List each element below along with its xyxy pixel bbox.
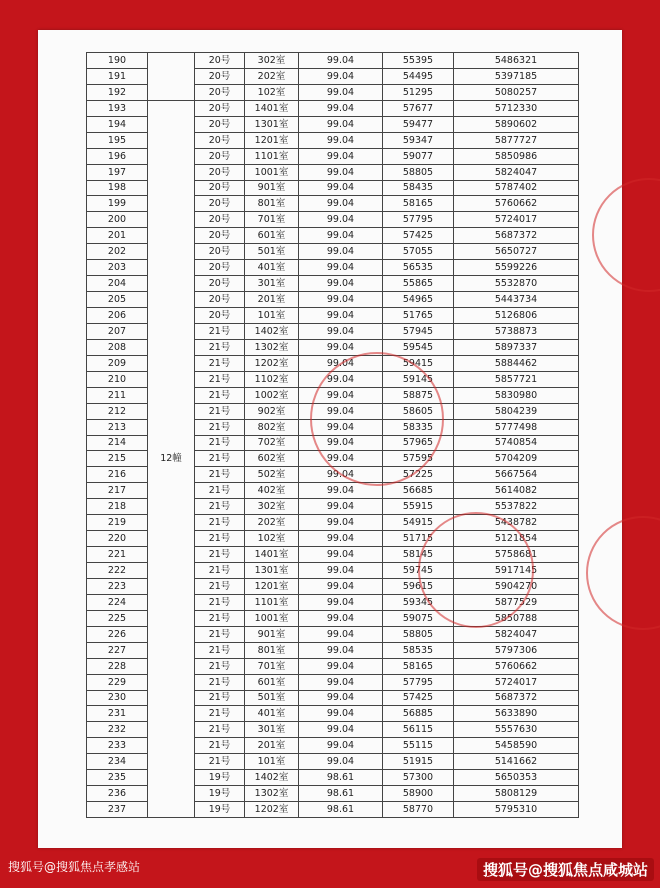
area-cell: 99.04 [299, 260, 383, 276]
area-cell: 99.04 [299, 483, 383, 499]
row-number-cell: 219 [87, 515, 148, 531]
row-number-cell: 231 [87, 706, 148, 722]
room-number-cell: 201室 [245, 738, 299, 754]
total-price-cell: 5397185 [454, 68, 579, 84]
unit-price-cell: 59077 [383, 148, 454, 164]
area-cell: 98.61 [299, 802, 383, 818]
unit-price-cell: 51915 [383, 754, 454, 770]
unit-price-cell: 59145 [383, 371, 454, 387]
room-number-cell: 901室 [245, 180, 299, 196]
row-number-cell: 220 [87, 531, 148, 547]
unit-number-cell: 20号 [195, 68, 245, 84]
unit-price-cell: 56535 [383, 260, 454, 276]
unit-price-cell: 55115 [383, 738, 454, 754]
watermark-left: 搜狐号@搜狐焦点孝感站 [8, 860, 141, 874]
row-number-cell: 199 [87, 196, 148, 212]
room-number-cell: 501室 [245, 244, 299, 260]
total-price-cell: 5443734 [454, 292, 579, 308]
unit-number-cell: 21号 [195, 547, 245, 563]
unit-number-cell: 21号 [195, 626, 245, 642]
room-number-cell: 702室 [245, 435, 299, 451]
unit-price-cell: 58535 [383, 642, 454, 658]
area-cell: 99.04 [299, 738, 383, 754]
unit-price-cell: 58875 [383, 387, 454, 403]
total-price-cell: 5486321 [454, 53, 579, 69]
row-number-cell: 218 [87, 499, 148, 515]
row-number-cell: 229 [87, 674, 148, 690]
table-row [87, 100, 579, 116]
room-number-cell: 301室 [245, 276, 299, 292]
unit-number-cell: 20号 [195, 212, 245, 228]
row-number-cell: 193 [87, 100, 148, 116]
unit-price-cell: 51295 [383, 84, 454, 100]
unit-price-cell: 57795 [383, 212, 454, 228]
area-cell: 99.04 [299, 563, 383, 579]
unit-price-cell: 57300 [383, 770, 454, 786]
total-price-cell: 5724017 [454, 212, 579, 228]
total-price-cell: 5830980 [454, 387, 579, 403]
area-cell: 99.04 [299, 180, 383, 196]
area-cell: 99.04 [299, 244, 383, 260]
unit-price-cell: 57425 [383, 228, 454, 244]
unit-price-cell: 57795 [383, 674, 454, 690]
room-number-cell: 1201室 [245, 578, 299, 594]
area-cell: 99.04 [299, 403, 383, 419]
area-cell: 98.61 [299, 786, 383, 802]
row-number-cell: 221 [87, 547, 148, 563]
unit-number-cell: 20号 [195, 244, 245, 260]
table-row [87, 53, 579, 69]
unit-price-cell: 59075 [383, 610, 454, 626]
room-number-cell: 401室 [245, 260, 299, 276]
unit-price-cell: 56885 [383, 706, 454, 722]
total-price-cell: 5650353 [454, 770, 579, 786]
total-price-cell: 5808129 [454, 786, 579, 802]
area-cell: 99.04 [299, 132, 383, 148]
unit-price-cell: 57055 [383, 244, 454, 260]
unit-number-cell: 21号 [195, 435, 245, 451]
row-number-cell: 232 [87, 722, 148, 738]
unit-number-cell: 20号 [195, 53, 245, 69]
total-price-cell: 5687372 [454, 228, 579, 244]
unit-number-cell: 21号 [195, 594, 245, 610]
unit-number-cell: 20号 [195, 292, 245, 308]
total-price-cell: 5884462 [454, 355, 579, 371]
area-cell: 99.04 [299, 610, 383, 626]
total-price-cell: 5890602 [454, 116, 579, 132]
row-number-cell: 207 [87, 323, 148, 339]
area-cell: 99.04 [299, 578, 383, 594]
area-cell: 99.04 [299, 658, 383, 674]
area-cell: 99.04 [299, 323, 383, 339]
unit-number-cell: 21号 [195, 674, 245, 690]
unit-price-cell: 55865 [383, 276, 454, 292]
room-number-cell: 1401室 [245, 547, 299, 563]
total-price-cell: 5795310 [454, 802, 579, 818]
total-price-cell: 5724017 [454, 674, 579, 690]
row-number-cell: 224 [87, 594, 148, 610]
unit-price-cell: 58335 [383, 419, 454, 435]
room-number-cell: 802室 [245, 419, 299, 435]
row-number-cell: 225 [87, 610, 148, 626]
row-number-cell: 209 [87, 355, 148, 371]
total-price-cell: 5532870 [454, 276, 579, 292]
room-number-cell: 801室 [245, 196, 299, 212]
unit-price-cell: 57965 [383, 435, 454, 451]
row-number-cell: 198 [87, 180, 148, 196]
unit-price-cell: 58435 [383, 180, 454, 196]
total-price-cell: 5797306 [454, 642, 579, 658]
unit-number-cell: 20号 [195, 116, 245, 132]
room-number-cell: 102室 [245, 531, 299, 547]
unit-number-cell: 20号 [195, 228, 245, 244]
area-cell: 99.04 [299, 292, 383, 308]
total-price-cell: 5804239 [454, 403, 579, 419]
room-number-cell: 101室 [245, 754, 299, 770]
room-number-cell: 1002室 [245, 387, 299, 403]
row-number-cell: 204 [87, 276, 148, 292]
row-number-cell: 202 [87, 244, 148, 260]
unit-number-cell: 21号 [195, 531, 245, 547]
unit-price-cell: 54915 [383, 515, 454, 531]
row-number-cell: 214 [87, 435, 148, 451]
row-number-cell: 215 [87, 451, 148, 467]
unit-number-cell: 21号 [195, 610, 245, 626]
unit-price-cell: 58605 [383, 403, 454, 419]
row-number-cell: 190 [87, 53, 148, 69]
room-number-cell: 1001室 [245, 610, 299, 626]
room-number-cell: 401室 [245, 706, 299, 722]
area-cell: 99.04 [299, 100, 383, 116]
row-number-cell: 206 [87, 308, 148, 324]
unit-price-cell: 59415 [383, 355, 454, 371]
unit-number-cell: 21号 [195, 658, 245, 674]
total-price-cell: 5850788 [454, 610, 579, 626]
unit-price-cell: 54965 [383, 292, 454, 308]
document-page [38, 30, 622, 848]
row-number-cell: 195 [87, 132, 148, 148]
area-cell: 99.04 [299, 148, 383, 164]
row-number-cell: 230 [87, 690, 148, 706]
unit-number-cell: 20号 [195, 276, 245, 292]
unit-price-cell: 57425 [383, 690, 454, 706]
area-cell: 99.04 [299, 547, 383, 563]
room-number-cell: 301室 [245, 722, 299, 738]
area-cell: 99.04 [299, 467, 383, 483]
area-cell: 99.04 [299, 371, 383, 387]
unit-number-cell: 20号 [195, 84, 245, 100]
total-price-cell: 5599226 [454, 260, 579, 276]
room-number-cell: 801室 [245, 642, 299, 658]
row-number-cell: 192 [87, 84, 148, 100]
unit-price-cell: 55395 [383, 53, 454, 69]
unit-number-cell: 21号 [195, 403, 245, 419]
row-number-cell: 216 [87, 467, 148, 483]
unit-price-cell: 59545 [383, 339, 454, 355]
room-number-cell: 1202室 [245, 355, 299, 371]
total-price-cell: 5650727 [454, 244, 579, 260]
room-number-cell: 901室 [245, 626, 299, 642]
unit-price-cell: 57945 [383, 323, 454, 339]
official-stamp-right-top [592, 178, 660, 292]
row-number-cell: 222 [87, 563, 148, 579]
unit-price-cell: 51765 [383, 308, 454, 324]
total-price-cell: 5824047 [454, 626, 579, 642]
row-number-cell: 233 [87, 738, 148, 754]
total-price-cell: 5126806 [454, 308, 579, 324]
area-cell: 99.04 [299, 228, 383, 244]
unit-number-cell: 20号 [195, 180, 245, 196]
row-number-cell: 208 [87, 339, 148, 355]
total-price-cell: 5758681 [454, 547, 579, 563]
room-number-cell: 602室 [245, 451, 299, 467]
unit-number-cell: 21号 [195, 371, 245, 387]
row-number-cell: 237 [87, 802, 148, 818]
price-table-body [87, 53, 579, 818]
total-price-cell: 5633890 [454, 706, 579, 722]
unit-number-cell: 19号 [195, 786, 245, 802]
unit-price-cell: 58900 [383, 786, 454, 802]
unit-number-cell: 21号 [195, 515, 245, 531]
unit-price-cell: 58805 [383, 626, 454, 642]
unit-number-cell: 21号 [195, 690, 245, 706]
watermark-right: 搜狐号@搜狐焦点咸城站 [477, 858, 654, 881]
room-number-cell: 202室 [245, 68, 299, 84]
total-price-cell: 5712330 [454, 100, 579, 116]
room-number-cell: 102室 [245, 84, 299, 100]
total-price-cell: 5141662 [454, 754, 579, 770]
unit-number-cell: 21号 [195, 642, 245, 658]
price-table [86, 52, 579, 818]
row-number-cell: 196 [87, 148, 148, 164]
room-number-cell: 302室 [245, 499, 299, 515]
room-number-cell: 701室 [245, 212, 299, 228]
unit-price-cell: 58165 [383, 658, 454, 674]
total-price-cell: 5760662 [454, 658, 579, 674]
total-price-cell: 5614082 [454, 483, 579, 499]
row-number-cell: 194 [87, 116, 148, 132]
unit-number-cell: 21号 [195, 387, 245, 403]
room-number-cell: 601室 [245, 228, 299, 244]
room-number-cell: 302室 [245, 53, 299, 69]
row-number-cell: 191 [87, 68, 148, 84]
area-cell: 99.04 [299, 387, 383, 403]
total-price-cell: 5667564 [454, 467, 579, 483]
area-cell: 99.04 [299, 164, 383, 180]
unit-number-cell: 21号 [195, 722, 245, 738]
area-cell: 99.04 [299, 722, 383, 738]
unit-number-cell: 21号 [195, 419, 245, 435]
total-price-cell: 5438782 [454, 515, 579, 531]
area-cell: 99.04 [299, 451, 383, 467]
total-price-cell: 5738873 [454, 323, 579, 339]
row-number-cell: 212 [87, 403, 148, 419]
room-number-cell: 1102室 [245, 371, 299, 387]
unit-number-cell: 20号 [195, 100, 245, 116]
row-number-cell: 223 [87, 578, 148, 594]
room-number-cell: 1101室 [245, 594, 299, 610]
area-cell: 99.04 [299, 515, 383, 531]
total-price-cell: 5760662 [454, 196, 579, 212]
area-cell: 99.04 [299, 642, 383, 658]
unit-price-cell: 55915 [383, 499, 454, 515]
total-price-cell: 5857721 [454, 371, 579, 387]
unit-price-cell: 57595 [383, 451, 454, 467]
area-cell: 99.04 [299, 68, 383, 84]
area-cell: 98.61 [299, 770, 383, 786]
unit-price-cell: 54495 [383, 68, 454, 84]
area-cell: 99.04 [299, 706, 383, 722]
unit-number-cell: 21号 [195, 323, 245, 339]
room-number-cell: 1302室 [245, 339, 299, 355]
unit-number-cell: 21号 [195, 355, 245, 371]
total-price-cell: 5777498 [454, 419, 579, 435]
unit-price-cell: 59345 [383, 594, 454, 610]
area-cell: 99.04 [299, 754, 383, 770]
row-number-cell: 228 [87, 658, 148, 674]
room-number-cell: 1402室 [245, 770, 299, 786]
total-price-cell: 5850986 [454, 148, 579, 164]
unit-price-cell: 57225 [383, 467, 454, 483]
unit-price-cell: 59615 [383, 578, 454, 594]
room-number-cell: 1302室 [245, 786, 299, 802]
area-cell: 99.04 [299, 626, 383, 642]
unit-number-cell: 20号 [195, 308, 245, 324]
area-cell: 99.04 [299, 435, 383, 451]
room-number-cell: 1101室 [245, 148, 299, 164]
room-number-cell: 502室 [245, 467, 299, 483]
unit-number-cell: 21号 [195, 563, 245, 579]
room-number-cell: 202室 [245, 515, 299, 531]
unit-number-cell: 19号 [195, 802, 245, 818]
unit-price-cell: 57677 [383, 100, 454, 116]
row-number-cell: 226 [87, 626, 148, 642]
area-cell: 99.04 [299, 339, 383, 355]
total-price-cell: 5877529 [454, 594, 579, 610]
unit-price-cell: 59347 [383, 132, 454, 148]
unit-number-cell: 20号 [195, 196, 245, 212]
row-number-cell: 201 [87, 228, 148, 244]
total-price-cell: 5787402 [454, 180, 579, 196]
unit-number-cell: 20号 [195, 132, 245, 148]
row-number-cell: 213 [87, 419, 148, 435]
row-number-cell: 203 [87, 260, 148, 276]
room-number-cell: 601室 [245, 674, 299, 690]
room-number-cell: 701室 [245, 658, 299, 674]
area-cell: 99.04 [299, 690, 383, 706]
row-number-cell: 205 [87, 292, 148, 308]
area-cell: 99.04 [299, 355, 383, 371]
unit-price-cell: 58145 [383, 547, 454, 563]
total-price-cell: 5897337 [454, 339, 579, 355]
total-price-cell: 5537822 [454, 499, 579, 515]
unit-price-cell: 58165 [383, 196, 454, 212]
room-number-cell: 501室 [245, 690, 299, 706]
unit-number-cell: 21号 [195, 578, 245, 594]
row-number-cell: 210 [87, 371, 148, 387]
row-number-cell: 234 [87, 754, 148, 770]
total-price-cell: 5877727 [454, 132, 579, 148]
room-number-cell: 201室 [245, 292, 299, 308]
area-cell: 99.04 [299, 53, 383, 69]
total-price-cell: 5687372 [454, 690, 579, 706]
unit-price-cell: 51715 [383, 531, 454, 547]
total-price-cell: 5121854 [454, 531, 579, 547]
unit-number-cell: 20号 [195, 164, 245, 180]
unit-number-cell: 21号 [195, 754, 245, 770]
room-number-cell: 1402室 [245, 323, 299, 339]
total-price-cell: 5917145 [454, 563, 579, 579]
unit-price-cell: 56115 [383, 722, 454, 738]
room-number-cell: 902室 [245, 403, 299, 419]
unit-number-cell: 20号 [195, 260, 245, 276]
area-cell: 99.04 [299, 419, 383, 435]
total-price-cell: 5080257 [454, 84, 579, 100]
room-number-cell: 1301室 [245, 116, 299, 132]
area-cell: 99.04 [299, 594, 383, 610]
area-cell: 99.04 [299, 531, 383, 547]
row-number-cell: 227 [87, 642, 148, 658]
total-price-cell: 5824047 [454, 164, 579, 180]
unit-number-cell: 21号 [195, 499, 245, 515]
room-number-cell: 1201室 [245, 132, 299, 148]
area-cell: 99.04 [299, 84, 383, 100]
area-cell: 99.04 [299, 196, 383, 212]
row-number-cell: 197 [87, 164, 148, 180]
building-label-cell: 12幢 [148, 100, 195, 817]
unit-price-cell: 56685 [383, 483, 454, 499]
unit-number-cell: 19号 [195, 770, 245, 786]
row-number-cell: 217 [87, 483, 148, 499]
total-price-cell: 5557630 [454, 722, 579, 738]
area-cell: 99.04 [299, 308, 383, 324]
building-label-cell [148, 53, 195, 101]
unit-number-cell: 21号 [195, 706, 245, 722]
official-stamp-right-bottom [586, 516, 660, 630]
room-number-cell: 1301室 [245, 563, 299, 579]
area-cell: 99.04 [299, 276, 383, 292]
room-number-cell: 1202室 [245, 802, 299, 818]
unit-number-cell: 21号 [195, 451, 245, 467]
unit-number-cell: 21号 [195, 738, 245, 754]
unit-price-cell: 59477 [383, 116, 454, 132]
row-number-cell: 235 [87, 770, 148, 786]
area-cell: 99.04 [299, 499, 383, 515]
unit-price-cell: 58805 [383, 164, 454, 180]
total-price-cell: 5904270 [454, 578, 579, 594]
room-number-cell: 101室 [245, 308, 299, 324]
room-number-cell: 1001室 [245, 164, 299, 180]
total-price-cell: 5704209 [454, 451, 579, 467]
unit-number-cell: 20号 [195, 148, 245, 164]
unit-price-cell: 58770 [383, 802, 454, 818]
unit-number-cell: 21号 [195, 483, 245, 499]
row-number-cell: 211 [87, 387, 148, 403]
room-number-cell: 402室 [245, 483, 299, 499]
total-price-cell: 5458590 [454, 738, 579, 754]
area-cell: 99.04 [299, 116, 383, 132]
room-number-cell: 1401室 [245, 100, 299, 116]
row-number-cell: 200 [87, 212, 148, 228]
area-cell: 99.04 [299, 674, 383, 690]
row-number-cell: 236 [87, 786, 148, 802]
total-price-cell: 5740854 [454, 435, 579, 451]
area-cell: 99.04 [299, 212, 383, 228]
unit-price-cell: 59745 [383, 563, 454, 579]
unit-number-cell: 21号 [195, 339, 245, 355]
unit-number-cell: 21号 [195, 467, 245, 483]
